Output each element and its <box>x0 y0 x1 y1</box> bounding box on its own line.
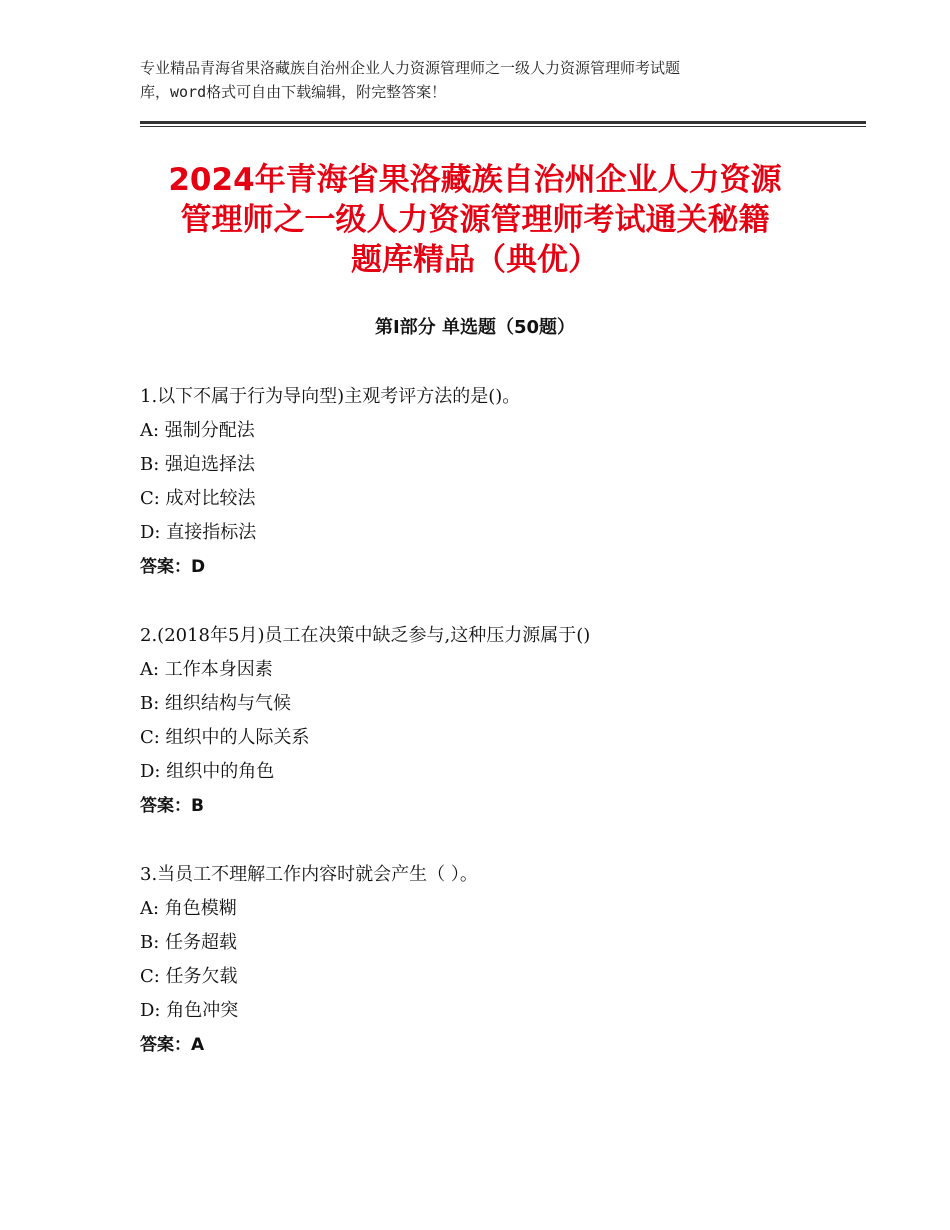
question-3 <box>140 858 860 1062</box>
question-2 <box>140 619 860 823</box>
header-rule-thin <box>140 126 866 127</box>
option-a: A: 角色模糊 <box>140 898 237 919</box>
header-rule-thick <box>140 121 866 124</box>
option-d: D: 组织中的角色 <box>140 761 275 782</box>
answer: 答案：B <box>140 796 204 816</box>
question-1 <box>140 380 860 584</box>
question-stem: 2.(2018年5月)员工在决策中缺乏参与,这种压力源属于() <box>140 625 591 646</box>
option-b: B: 组织结构与气候 <box>140 693 292 714</box>
answer: 答案：D <box>140 557 206 577</box>
option-a: A: 工作本身因素 <box>140 659 273 680</box>
option-c: C: 任务欠载 <box>140 966 238 987</box>
question-stem: 3.当员工不理解工作内容时就会产生（ ）。 <box>140 864 478 885</box>
answer: 答案：A <box>140 1035 205 1055</box>
option-b: B: 强迫选择法 <box>140 454 256 475</box>
header-note-line-2: 库，word格式可自由下载编辑，附完整答案！ <box>140 83 447 101</box>
title-line-2: 管理师之一级人力资源管理师考试通关秘籍 <box>180 202 770 238</box>
option-a: A: 强制分配法 <box>140 420 255 441</box>
title-line-1: 2024年青海省果洛藏族自治州企业人力资源 <box>168 162 782 198</box>
section-title: 第Ⅰ部分 单选题（50题） <box>374 317 575 338</box>
option-c: C: 组织中的人际关系 <box>140 727 310 748</box>
option-c: C: 成对比较法 <box>140 488 256 509</box>
document-title <box>120 160 830 280</box>
header-note-line-1: 专业精品青海省果洛藏族自治州企业人力资源管理师之一级人力资源管理师考试题 <box>140 59 681 77</box>
header-note <box>140 56 840 104</box>
option-d: D: 角色冲突 <box>140 1000 239 1021</box>
option-d: D: 直接指标法 <box>140 522 257 543</box>
title-line-3: 题库精品（典优） <box>351 242 599 278</box>
option-b: B: 任务超载 <box>140 932 238 953</box>
question-stem: 1.以下不属于行为导向型)主观考评方法的是()。 <box>140 386 521 407</box>
